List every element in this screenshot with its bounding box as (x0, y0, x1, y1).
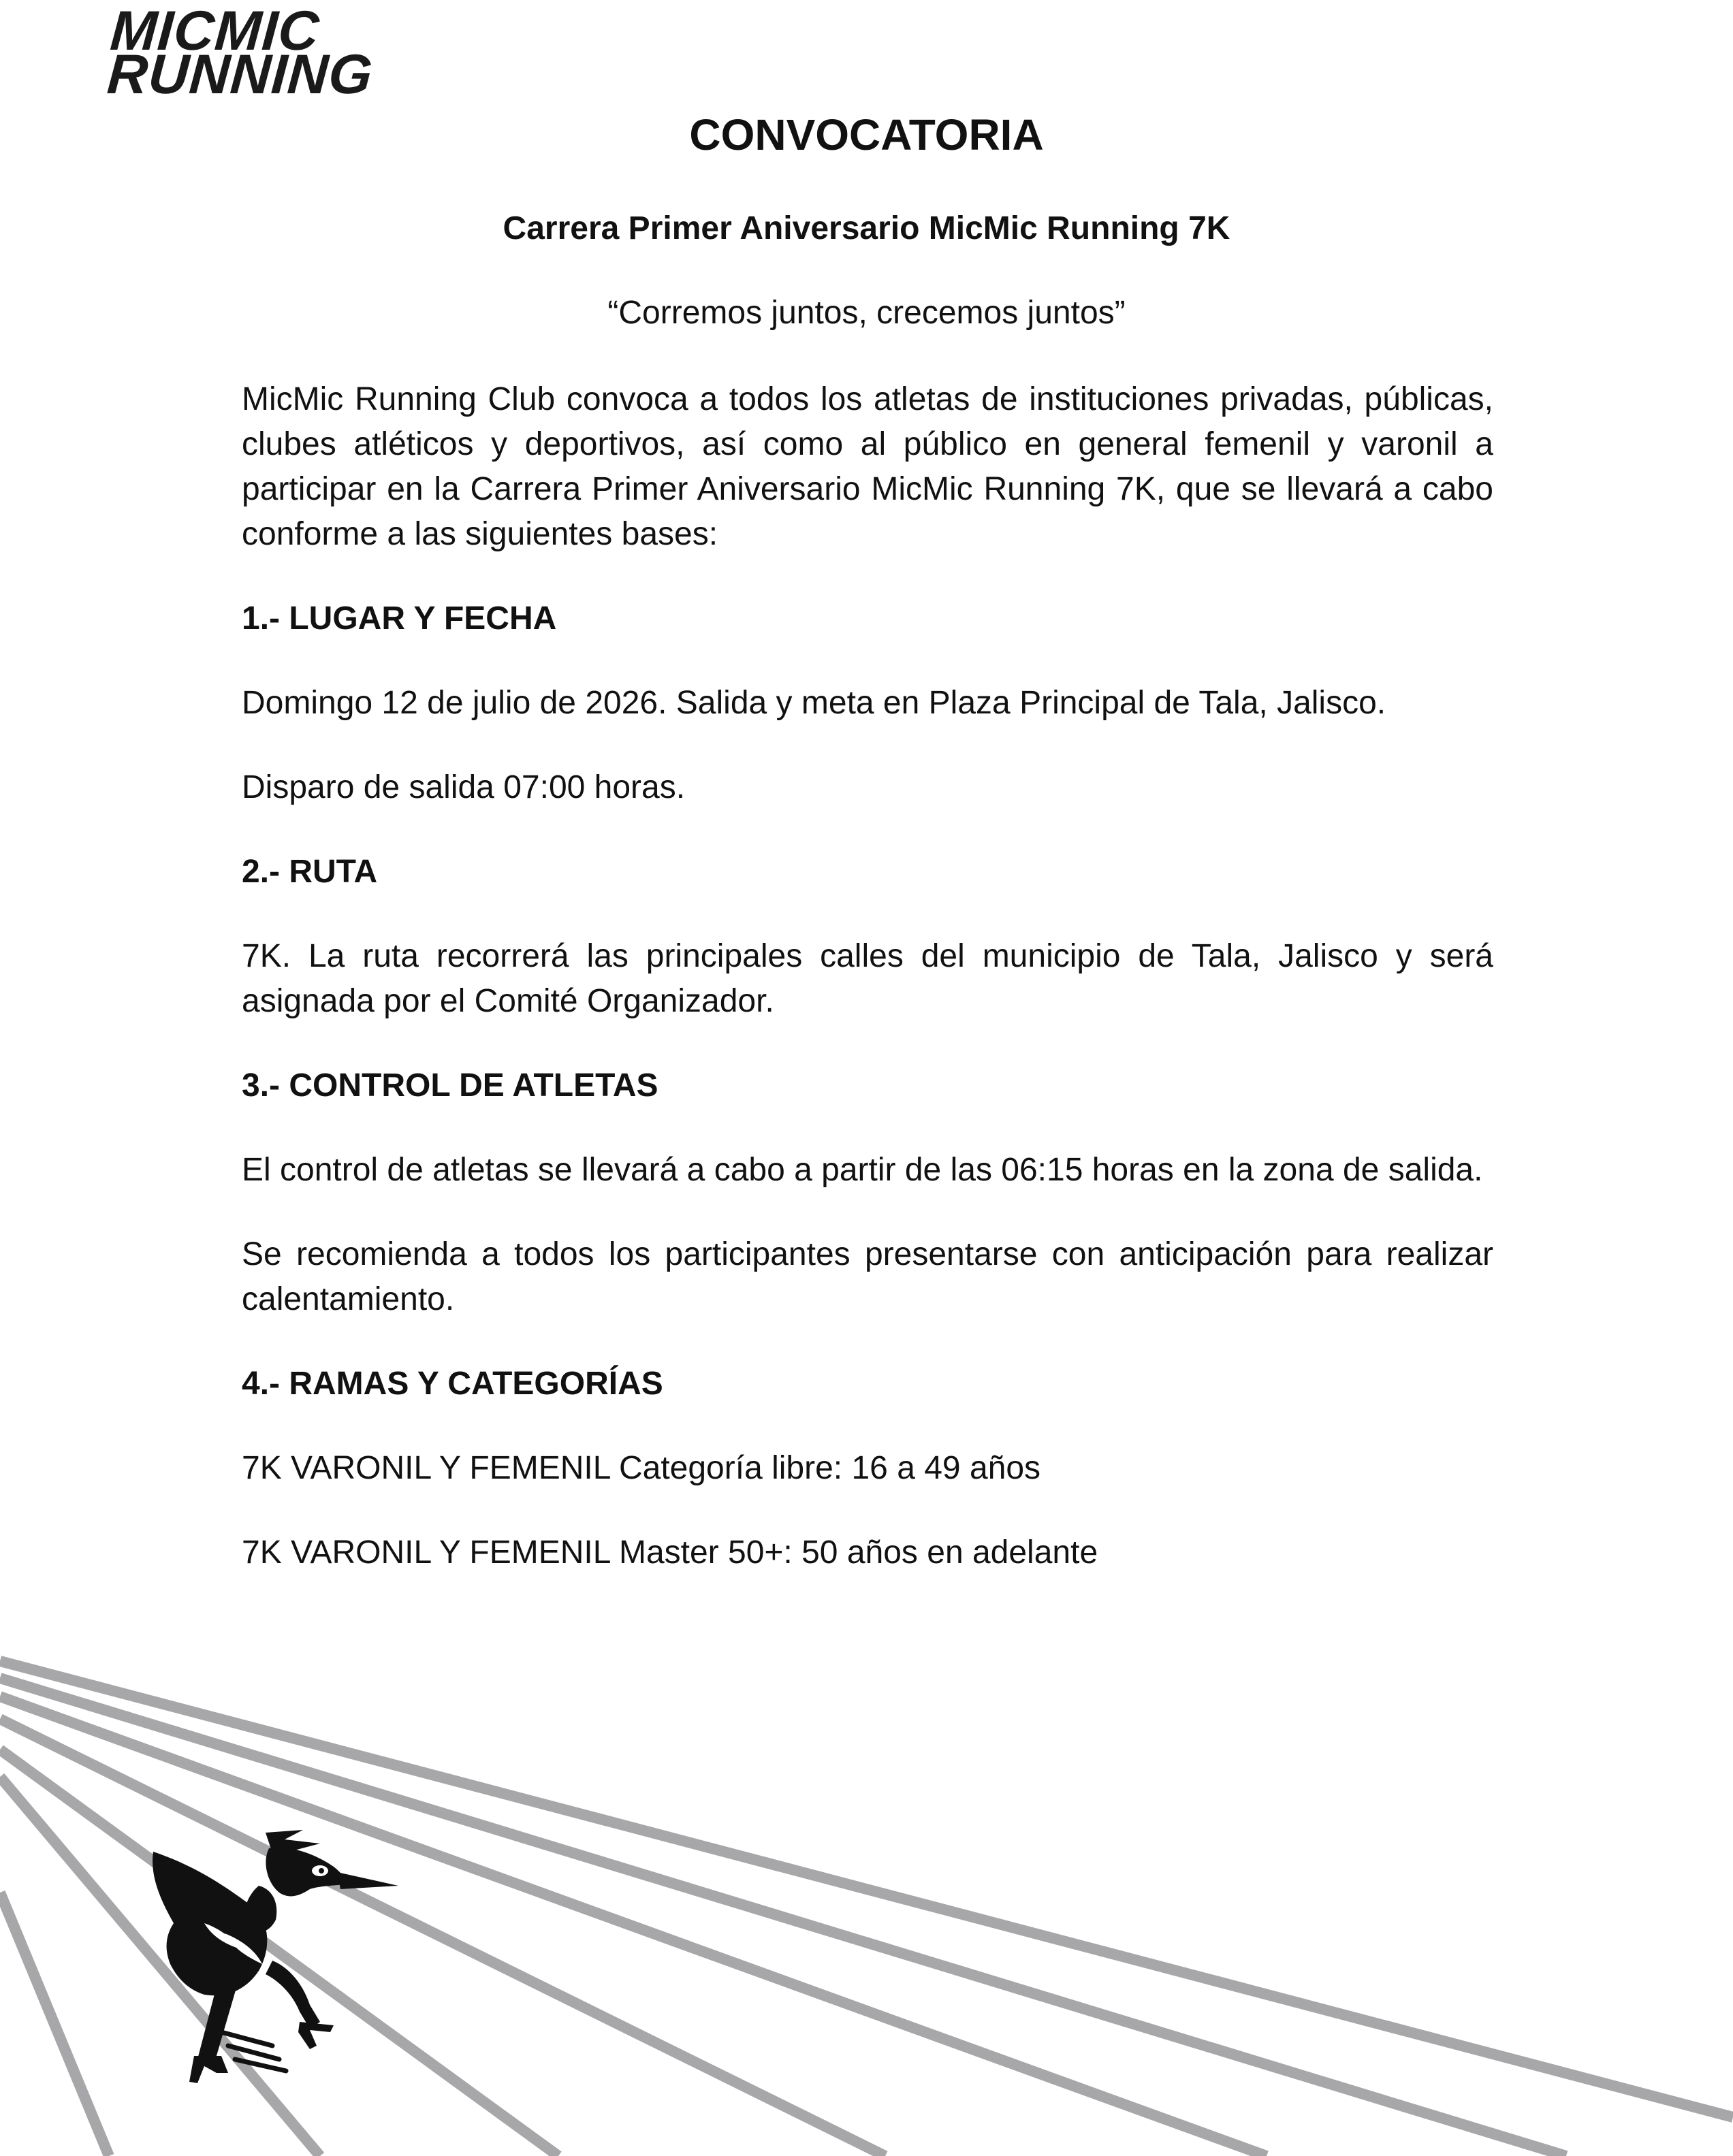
intro-paragraph: MicMic Running Club convoca a todos los atletas de instituciones privadas, públicas, clubes atléticos y deportivos, así como al público en general femenil y varonil a participar en la Carrera Primer Aniversario MicMic Running 7K, que se llevará a cabo conforme a las siguientes bases: (242, 381, 1493, 552)
page-title: CONVOCATORIA (689, 110, 1044, 159)
speed-lines-decoration (0, 1613, 1733, 2156)
event-motto: “Corremos juntos, crecemos juntos” (607, 295, 1126, 331)
logo-line-1: MICMIC (108, 0, 322, 62)
section-paragraph: Se recomienda a todos los participantes presentarse con anticipación para realizar calentamiento. (242, 1236, 1493, 1317)
section-paragraph: El control de atletas se llevará a cabo a partir de las 06:15 horas en la zona de salida. (242, 1152, 1483, 1188)
section-paragraph: Domingo 12 de julio de 2026. Salida y meta en Plaza Principal de Tala, Jalisco. (242, 685, 1386, 721)
section-heading-lugar-fecha: 1.- LUGAR Y FECHA (242, 600, 557, 637)
section-paragraph: 7K. La ruta recorrerá las principales calles del municipio de Tala, Jalisco y será asignada por el Comité Organizador. (242, 938, 1493, 1019)
section-paragraph: 7K VARONIL Y FEMENIL Categoría libre: 16 a 49 años (242, 1450, 1041, 1486)
document-body (242, 377, 1493, 1615)
speed-line (0, 1893, 109, 2156)
section-paragraph: Disparo de salida 07:00 horas. (242, 769, 686, 805)
event-subtitle: Carrera Primer Aniversario MicMic Running 7K (503, 210, 1230, 246)
logo-line-2: RUNNING (105, 44, 375, 106)
brand-logo (105, 0, 378, 106)
section-heading-control-atletas: 3.- CONTROL DE ATLETAS (242, 1067, 658, 1104)
section-heading-ruta: 2.- RUTA (242, 854, 378, 890)
section-heading-ramas-categorias: 4.- RAMAS Y CATEGORÍAS (242, 1366, 663, 1402)
section-paragraph: 7K VARONIL Y FEMENIL Master 50+: 50 años en adelante (242, 1534, 1098, 1571)
